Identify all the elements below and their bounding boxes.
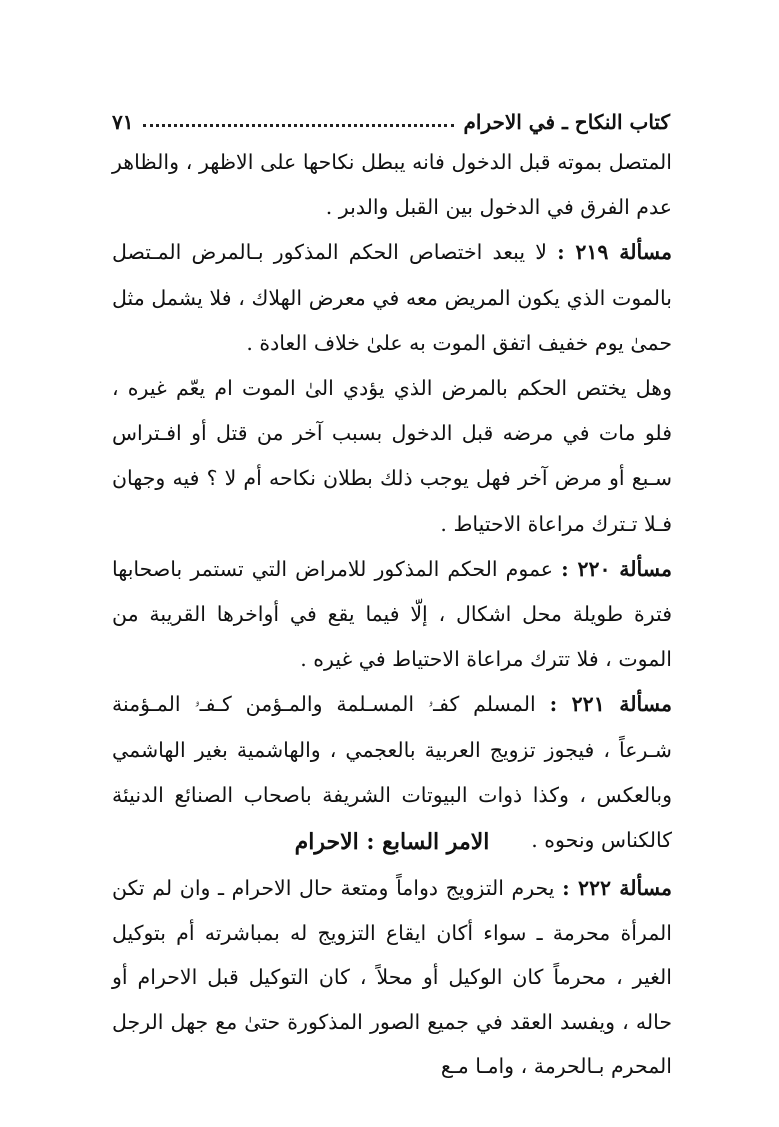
paragraph	[112, 366, 672, 547]
book-title: كتاب النكاح ـ في الاحرام	[463, 110, 670, 134]
paragraph-text: المسلم كفـۥ المسـلمة والمـؤمن كـفـۥ المـؤمنة شـرعاً ، فيجوز تزويج العربية بالعجمي ، والهاشمية بغير الهاشمي وبالعكس ، وكذا ذوات البيوتات الشريفة باصحاب الصنائع الدنيئة كالكناس ونحوه .	[112, 692, 672, 853]
paragraph	[112, 866, 672, 1089]
issue-label: مسألة ٢٢٠ :	[561, 556, 672, 581]
issue-label: مسألة ٢٢٢ :	[562, 876, 672, 900]
paragraph	[112, 230, 672, 366]
paragraph-text: وهل يختص الحكم بالمرض الذي يؤدي الىٰ الموت ام يعّم غيره ، فلو مات في مرضه قبل الدخول بسبب آخر من قتل أو افـتراس سـبع أو مرض آخر فهل يوجب ذلك بطلان نكاحه أم لا ؟ فيه وجهان فـلا تـترك مراعاة الاحتياط .	[112, 376, 672, 536]
running-header	[112, 104, 670, 134]
paragraph-text: عموم الحكم المذكور للامراض التي تستمر باصحابها فترة طويلة محل اشكال ، إلّا فيما يقع في أواخرها القريبة من الموت ، فلا تترك مراعاة الاحتياط في غيره .	[112, 556, 672, 672]
paragraph	[112, 140, 672, 230]
page-number: ٧١	[112, 110, 134, 134]
body-text-section	[112, 866, 672, 1089]
paragraph-text: لا يبعد اختصاص الحكم المذكور بـالمرض المـتصل بالموت الذي يكون المريض معه في معرض الهلاك ، فلا يشمل مثل حمىٰ يوم خفيف اتفق الموت به علىٰ خلاف العادة .	[112, 240, 672, 355]
header-dot-leader	[143, 124, 453, 127]
body-text	[112, 140, 672, 863]
paragraph	[112, 547, 672, 683]
issue-label: مسألة ٢٢١ :	[549, 692, 672, 717]
section-heading: الامر السابع : الاحرام	[294, 829, 490, 855]
paragraph-text: المتصل بموته قبل الدخول فانه يبطل نكاحها على الاظهر ، والظاهر عدم الفرق في الدخول بين القبل والدبر .	[112, 150, 672, 220]
paragraph-text: يحرم التزويج دواماً ومتعة حال الاحرام ـ وان لم تكن المرأة محرمة ـ سواء أكان ايقاع التزويج له بمباشرته أم بتوكيل الغير ، محرماً كان الوكيل أو محلاً ، كان التوكيل قبل الاحرام أو حاله ، ويفسد العقد في جميع الصور المذكورة حتىٰ مع جهل الرجل المحرم بـالحرمة ، وامـا مـع	[112, 876, 672, 1078]
issue-label: مسألة ٢١٩ :	[557, 240, 672, 265]
